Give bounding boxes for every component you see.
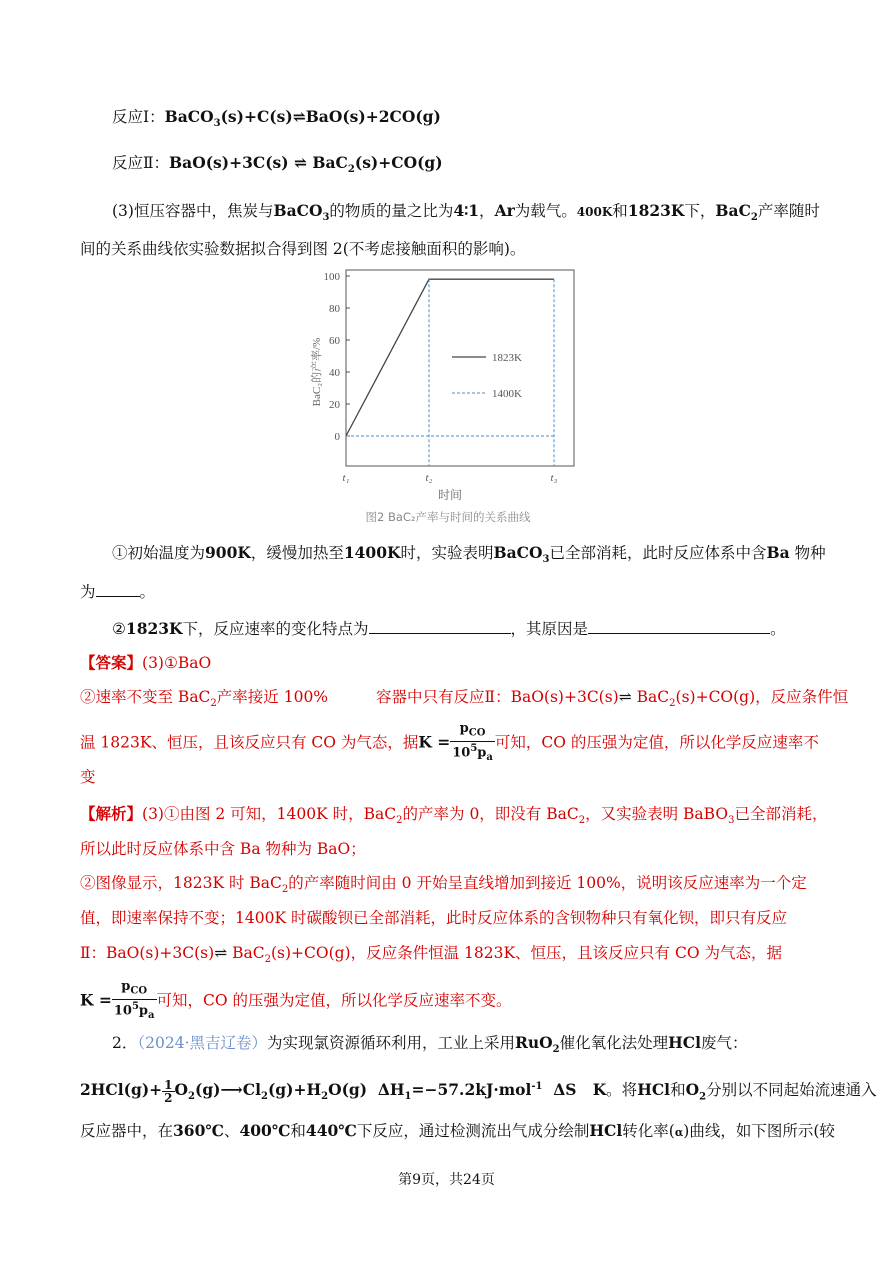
- plot-frame: [346, 270, 574, 466]
- legend-label-1823K: 1823K: [492, 352, 522, 364]
- answer-blank-1: [96, 580, 140, 597]
- question-3-line-1: (3)恒压容器中，焦炭与BaCO$_3$的物质的量之比为4∶1，Ar为载气。400K和1823K下，BaC$_2$产率随时: [112, 201, 820, 224]
- answer-line-1: 【答案】(3)①BaO: [80, 653, 212, 672]
- analysis-line-6: K = $\frac{p_{CO}}{10^5p_a}$ 可知，CO 的压强为定值，所以化学反应速率不变。: [80, 979, 512, 1021]
- answer-line-4: 变: [80, 768, 96, 786]
- y-tick-label: 60: [329, 335, 340, 347]
- figure-caption: 图2 BaC₂产率与时间的关系曲线: [365, 510, 531, 524]
- y-tick-label: 100: [323, 271, 340, 283]
- series-line-1823K: [346, 279, 554, 436]
- y-tick-label: 20: [329, 399, 340, 411]
- x-tick-label: t₃: [550, 472, 558, 484]
- question-3-line-2: 间的关系曲线依实验数据拟合得到图 2(不考虑接触面积的影响)。: [80, 240, 526, 258]
- page-footer: 第9页，共24页: [398, 1172, 495, 1188]
- question-2-line-3: 反应器中，在360℃、400℃和440℃下反应，通过检测流出气成分绘制HCl转化率(α)曲线，如下图所示(较: [80, 1121, 835, 1140]
- equilibrium-constant-fraction-2: $\frac{p_{CO}}{10^5p_a}$: [113, 979, 155, 1021]
- x-tick-label: t₁: [342, 472, 350, 484]
- answer-line-2: ②速率不变至 BaC$_2$产率接近 100% 容器中只有反应Ⅱ：BaO(s)+3C(s)⇌ BaC$_2$(s)+CO(g)，反应条件恒: [80, 688, 849, 710]
- y-axis-label: BaC₂的产率/%: [311, 337, 323, 407]
- analysis-line-1: 【解析】(3)①由图 2 可知，1400K 时，BaC$_2$的产率为 0，即没有 BaC$_2$，又实验表明 BaBO$_3$已全部消耗，: [80, 804, 828, 827]
- analysis-line-5: Ⅱ：BaO(s)+3C(s)⇌ BaC$_2$(s)+CO(g)，反应条件恒温 1823K、恒压，且该反应只有 CO 为气态，据: [80, 944, 782, 966]
- equilibrium-constant-fraction: $\frac{p_{CO}}{10^5p_a}$: [452, 721, 493, 763]
- x-tick-label: t₂: [425, 472, 433, 484]
- y-tick-label: 40: [329, 367, 340, 379]
- question-source: （2024·黑吉辽卷）: [137, 1034, 267, 1052]
- reaction-1: 反应Ⅰ：BaCO$_3$(s)+C(s)⇌BaO(s)+2CO(g): [112, 107, 441, 130]
- sub-question-2: ②1823K下，反应速率的变化特点为 ，其原因是 。: [112, 619, 786, 638]
- question-2-line-2: 2HCl(g)+ $\frac{1}{2}$ $O_2(g)⟶Cl_2(g)+H_2O(g)$ $\Delta H_1=-57.2kJ\cdot mol^{-1}$ ΔS K。将HCl和$O_2$分别以不同起始流速通入: [80, 1077, 877, 1105]
- reaction-2: 反应Ⅱ：BaO(s)+3C(s) ⇌ BaC$_2$(s)+CO(g): [112, 153, 443, 176]
- sub-question-1-blank-line: 为 。: [80, 580, 155, 603]
- analysis-line-4: 值，即速率保持不变；1400K 时碳酸钡已全部消耗，此时反应体系的含钡物种只有氧化钡，即只有反应: [80, 909, 787, 927]
- y-tick-label: 80: [329, 303, 340, 315]
- answer-blank-3: [588, 617, 770, 634]
- bac2-yield-chart: [300, 262, 600, 532]
- analysis-line-2: 所以此时反应体系中含 Ba 物种为 BaO；: [80, 840, 366, 858]
- sub-question-1: ①初始温度为900K，缓慢加热至1400K时，实验表明BaCO$_3$已全部消耗，此时反应体系中含Ba 物种: [112, 543, 826, 566]
- analysis-line-3: ②图像显示，1823K 时 BaC$_2$的产率随时间由 0 开始呈直线增加到接近 100%，说明该反应速率为一个定: [80, 874, 807, 896]
- y-tick-label: 0: [334, 431, 340, 443]
- legend-label-1400K: 1400K: [492, 388, 522, 400]
- question-2-line-1: 2．（2024·黑吉辽卷）为实现氯资源循环利用，工业上采用RuO$_2$催化氧化法处理HCl废气：: [112, 1033, 748, 1056]
- x-axis-label: 时间: [437, 488, 463, 502]
- answer-blank-2: [369, 617, 511, 634]
- answer-line-3: 温 1823K、恒压，且该反应只有 CO 为气态，据K = $\frac{p_{CO}}{10^5p_a}$ 可知，CO 的压强为定值，所以化学反应速率不: [80, 721, 819, 763]
